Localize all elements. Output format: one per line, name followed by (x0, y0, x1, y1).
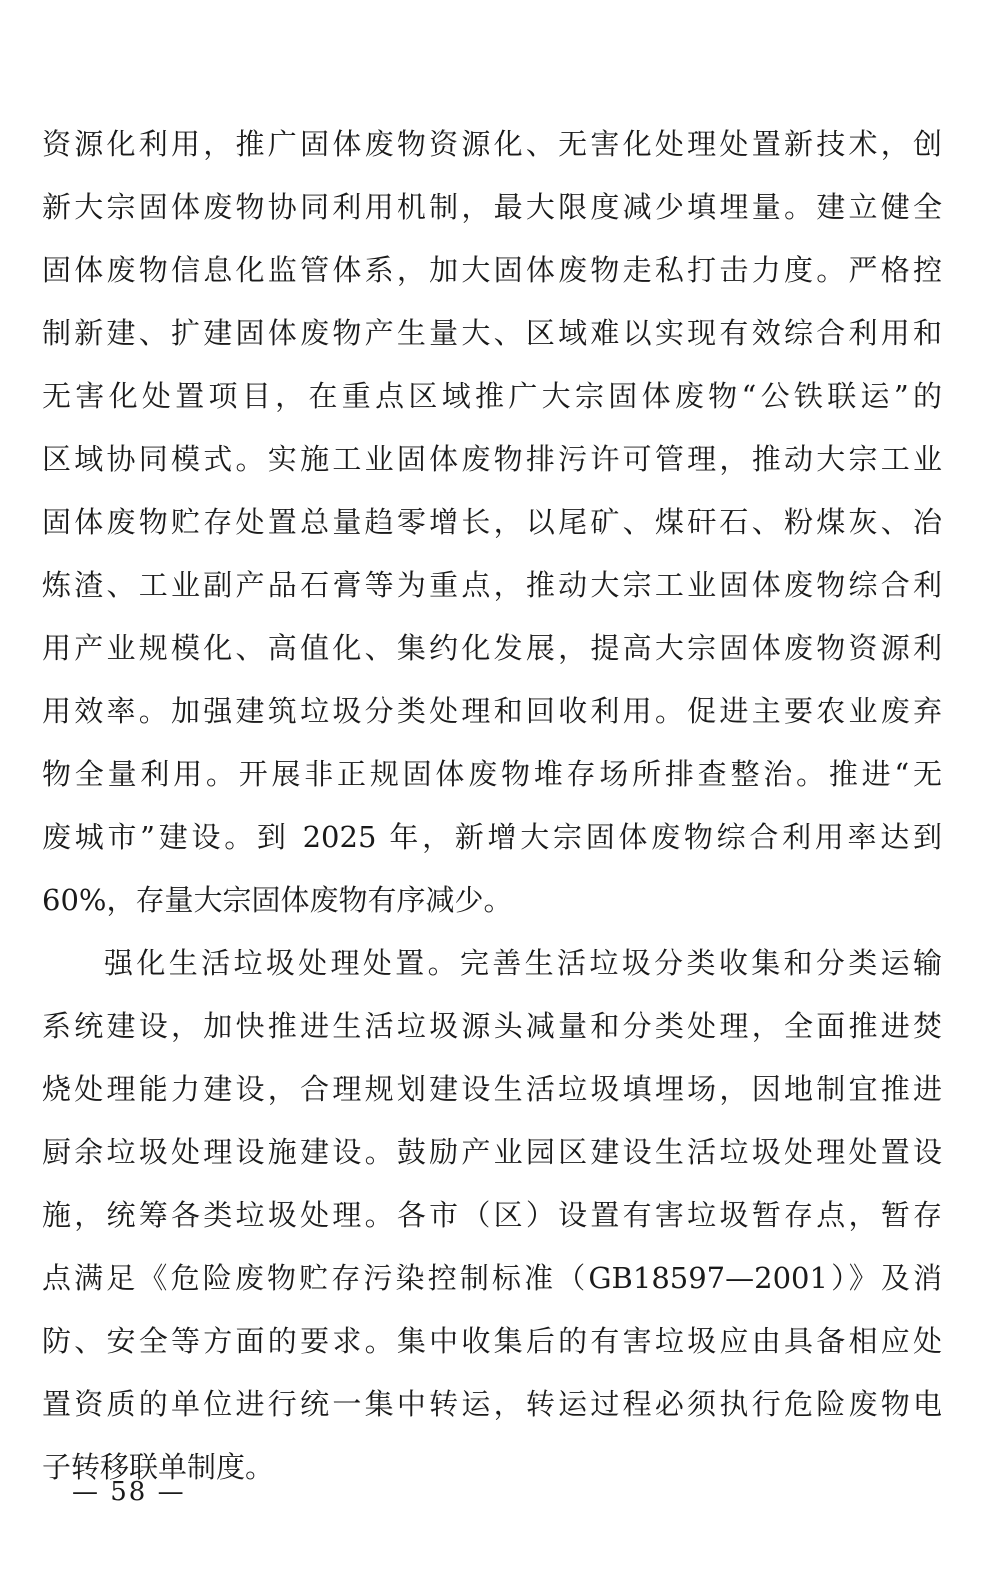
text-line: 置资质的单位进行统一集中转运，转运过程必须执行危险废物电 (42, 1387, 942, 1421)
text-line: 用产业规模化、高值化、集约化发展，提高大宗固体废物资源利 (42, 631, 942, 665)
text-line: 系统建设，加快推进生活垃圾源头减量和分类处理，全面推进焚 (42, 1009, 942, 1043)
text-line: 区域协同模式。实施工业固体废物排污许可管理，推动大宗工业 (42, 442, 942, 476)
text-line: 用效率。加强建筑垃圾分类处理和回收利用。促进主要农业废弃 (42, 694, 942, 728)
text-line: 炼渣、工业副产品石膏等为重点，推动大宗工业固体废物综合利 (42, 568, 942, 602)
text-line: 资源化利用，推广固体废物资源化、无害化处理处置新技术，创 (42, 127, 942, 161)
text-line: 防、安全等方面的要求。集中收集后的有害垃圾应由具备相应处 (42, 1324, 942, 1358)
text-line: 固体废物贮存处置总量趋零增长，以尾矿、煤矸石、粉煤灰、冶 (42, 505, 942, 539)
text-line: 物全量利用。开展非正规固体废物堆存场所排查整治。推进“无 (42, 757, 942, 791)
text-line: 点满足《危险废物贮存污染控制标准（GB18597—2001）》及消 (42, 1261, 942, 1295)
text-line: 子转移联单制度。 (42, 1450, 275, 1484)
text-line: 新大宗固体废物协同利用机制，最大限度减少填埋量。建立健全 (42, 190, 942, 224)
paragraph-heading-line: 强化生活垃圾处理处置。完善生活垃圾分类收集和分类运输 (104, 946, 942, 980)
text-line: 无害化处置项目，在重点区域推广大宗固体废物“公铁联运”的 (42, 379, 942, 413)
text-line: 施，统筹各类垃圾处理。各市（区）设置有害垃圾暂存点，暂存 (42, 1198, 942, 1232)
text-line: 废城市”建设。到 2025 年，新增大宗固体废物综合利用率达到 (42, 820, 942, 854)
text-line: 固体废物信息化监管体系，加大固体废物走私打击力度。严格控 (42, 253, 942, 287)
text-line: 厨余垃圾处理设施建设。鼓励产业园区建设生活垃圾处理处置设 (42, 1135, 942, 1169)
text-line: 制新建、扩建固体废物产生量大、区域难以实现有效综合利用和 (42, 316, 942, 350)
text-line: 烧处理能力建设，合理规划建设生活垃圾填埋场，因地制宜推进 (42, 1072, 942, 1106)
text-line: 60%，存量大宗固体废物有序减少。 (42, 883, 513, 917)
page-number: — 58 — (72, 1477, 186, 1507)
